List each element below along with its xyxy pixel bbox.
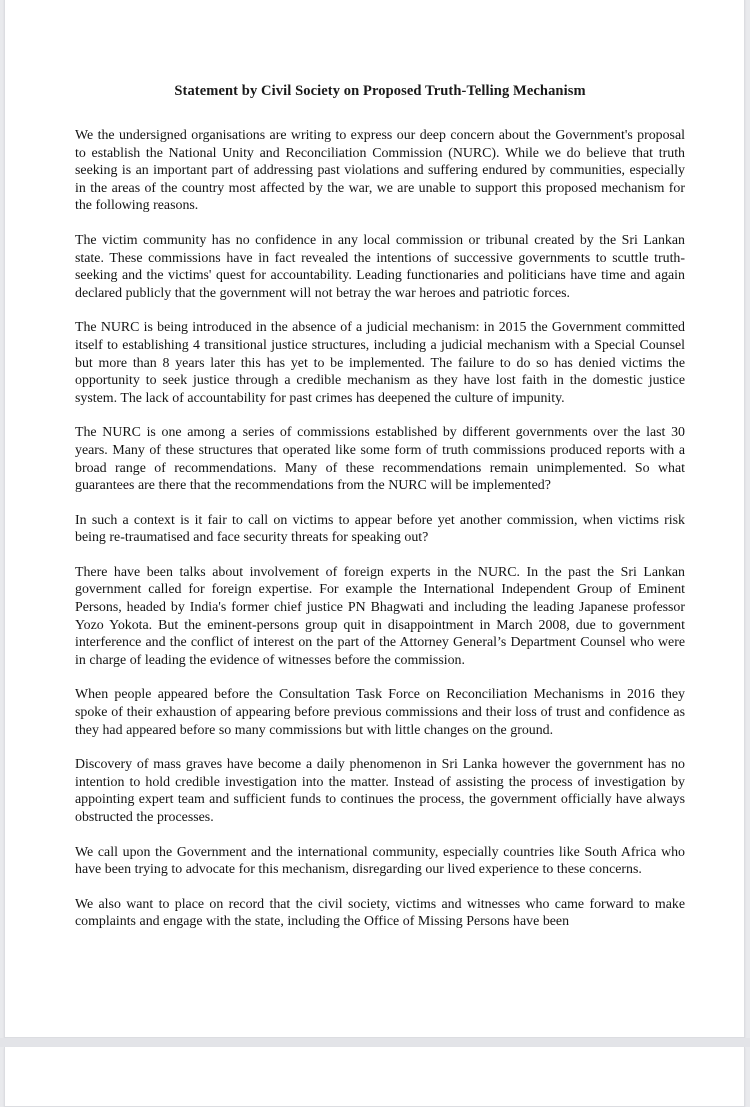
document-page-2 bbox=[4, 1047, 745, 1107]
paragraph-2: The victim community has no confidence in any local commission or tribunal created by the Sri Lankan state. These commissions have in fact revealed the intentions of successive governments to scuttle truth-seeking and the victims' quest for accountability. Leading functionaries and politicians have time and again declared publicly that the government will not betray the war heroes and patriotic forces. bbox=[75, 232, 685, 301]
paragraph-6: There have been talks about involvement of foreign experts in the NURC. In the past the Sri Lankan government called for foreign expertise. For example the International Independent Group of Eminent Persons, headed by India's former chief justice PN Bhagwati and including the leading Japanese professor Yozo Yokota. But the eminent-persons group quit in disappointment in March 2008, due to government interference and the conflict of interest on the part of the Attorney General’s Department Counsel who were in charge of leading the evidence of witnesses before the commission. bbox=[75, 564, 685, 668]
paragraph-9: We call upon the Government and the international community, especially countries like South Africa who have been trying to advocate for this mechanism, disregarding our lived experience to these concerns. bbox=[75, 844, 685, 878]
paragraph-4: The NURC is one among a series of commissions established by different governments over the last 30 years. Many of these structures that operated like some form of truth commissions produced reports with a broad range of recommendations. Many of these recommendations remain unimplemented. So what guarantees are there that the recommendations from the NURC will be implemented? bbox=[75, 425, 685, 494]
document-title: Statement by Civil Society on Proposed Truth-Telling Mechanism bbox=[174, 83, 586, 99]
paragraph-7: When people appeared before the Consultation Task Force on Reconciliation Mechanisms in 2016 they spoke of their exhaustion of appearing before previous commissions and their loss of trust and confidence as they had appeared before so many commissions but with little changes on the ground. bbox=[75, 687, 685, 738]
page-separator bbox=[0, 1038, 750, 1047]
page-1-content bbox=[75, 0, 685, 931]
paragraph-10: We also want to place on record that the civil society, victims and witnesses who came forward to make complaints and engage with the state, including the Office of Missing Persons have been bbox=[75, 896, 685, 930]
paragraph-8: Discovery of mass graves have become a daily phenomenon in Sri Lanka however the government has no intention to hold credible investigation into the matter. Instead of assisting the process of investigation by appointing expert team and sufficient funds to continues the process, the government officially have always obstructed the processes. bbox=[75, 757, 685, 825]
paragraph-1: We the undersigned organisations are writing to express our deep concern about the Government's proposal to establish the National Unity and Reconciliation Commission (NURC). While we do believe that truth seeking is an important part of addressing past violations and suffering endured by communities, especially in the areas of the country most affected by the war, we are unable to support this proposed mechanism for the following reasons. bbox=[75, 128, 685, 214]
paragraph-3: The NURC is being introduced in the absence of a judicial mechanism: in 2015 the Government committed itself to establishing 4 transitional justice structures, including a judicial mechanism with a Special Counsel but more than 8 years later this has yet to be implemented. The failure to do so has denied victims the opportunity to seek justice through a credible mechanism as they have lost faith in the domestic justice system. The lack of accountability for past crimes has deepened the culture of impunity. bbox=[75, 320, 685, 406]
document-page-1 bbox=[4, 0, 745, 1038]
paragraph-5: In such a context is it fair to call on victims to appear before yet another commission, when victims risk being re-traumatised and face security threats for speaking out? bbox=[75, 512, 685, 546]
